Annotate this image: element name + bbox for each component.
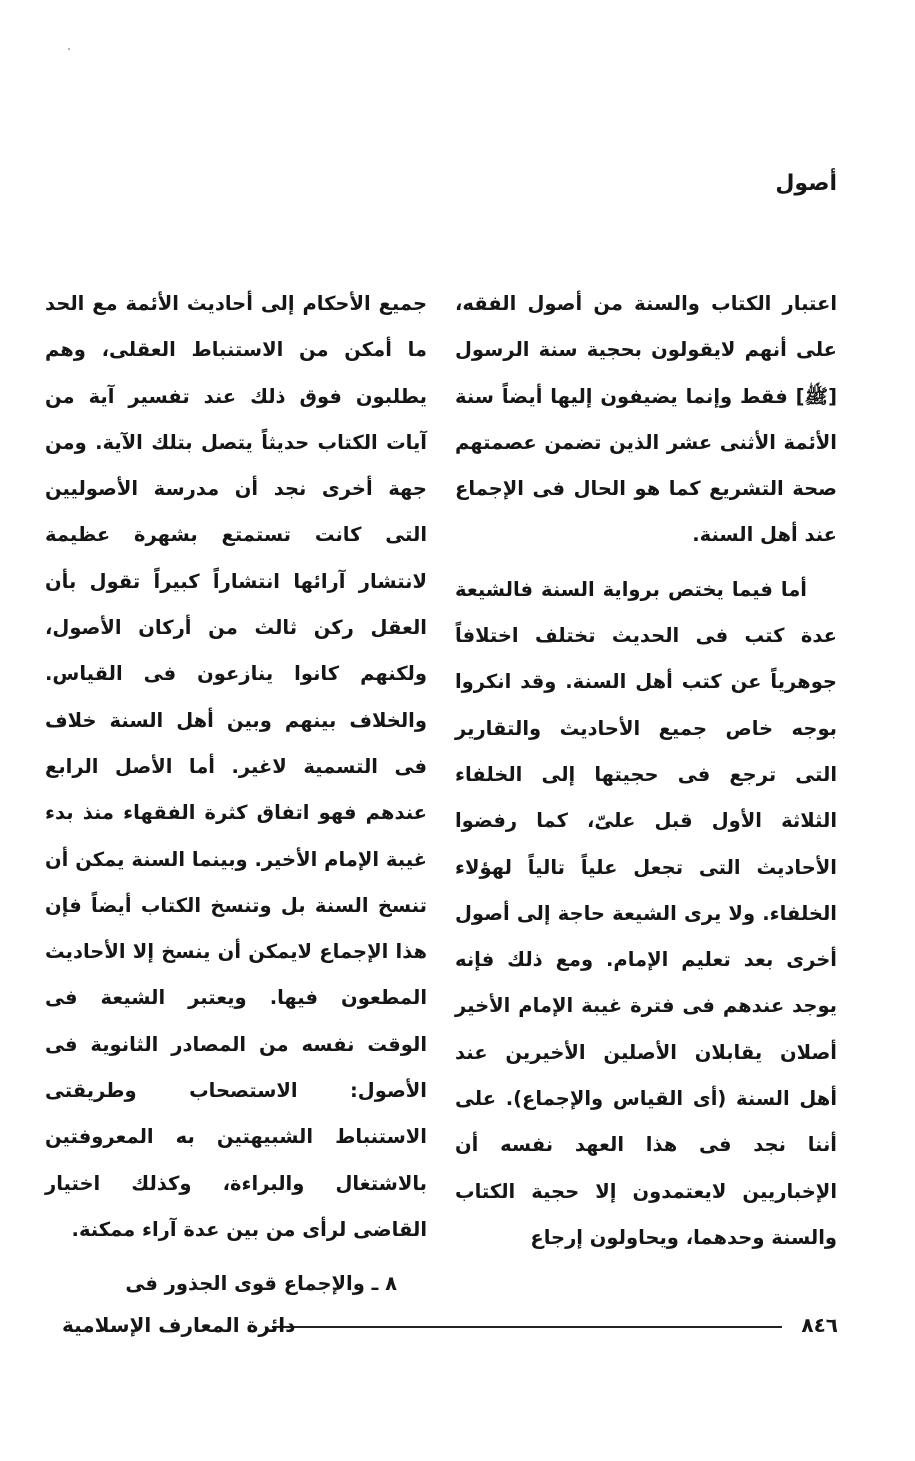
scan-speck <box>68 48 70 50</box>
paragraph: أما فيما يختص برواية السنة فالشيعة عدة كتب فى الحديث تختلف اختلافاً جوهرياً عن كتب أهل السنة. وقد انكروا بوجه خاص جميع الأحاديث والتقارير التى ترجع فى حجيتها إلى الخلفاء الثلاثة الأول قبل علىّ، كما رفضوا الأحاديث التى تجعل علياً تالياً لهؤلاء الخلفاء. ولا يرى الشيعة حاجة إلى أصول أخرى بعد تعليم الإمام. ومع ذلك فإنه يوجد عندهم فى فترة غيبة الإمام الأخير أصلان يقابلان الأصلين الأخيرين عند أهل السنة (أى القياس والإجماع). على أننا نجد فى هذا العهد نفسه أن الإخباريين لايعتمدون إلا حجية الكتاب والسنة وحدهما، ويحاولون إرجاع <box>455 577 837 1249</box>
text-column-right <box>455 281 837 1261</box>
paragraph: ٨ ـ والإجماع قوى الجذور فى <box>125 1272 397 1296</box>
page-number: ٨٤٦ <box>801 1313 838 1337</box>
page-footer <box>0 1307 915 1347</box>
paragraph: اعتبار الكتاب والسنة من أصول الفقه، على أنهم لايقولون بحجية سنة الرسول [ﷺ] فقط وإنما يضيفون إليها أيضاً سنة الأئمة الأثنى عشر الذين تضمن عصمتهم صحة التشريع كما هو الحال فى الإجماع عند أهل السنة. <box>455 292 837 547</box>
footer-divider <box>272 1326 782 1328</box>
text-column-left <box>45 281 427 1308</box>
publication-title: دائرة المعارف الإسلامية <box>62 1313 296 1337</box>
paragraph: جميع الأحكام إلى أحاديث الأئمة مع الحد ما أمكن من الاستنباط العقلى، وهم يطلبون فوق ذلك عند تفسير آية من آيات الكتاب حديثاً يتصل بتلك الآية. ومن جهة أخرى نجد أن مدرسة الأصوليين التى كانت تستمتع بشهرة عظيمة لانتشار آرائها انتشاراً كبيراً تقول بأن العقل ركن ثالث من أركان الأصول، ولكنهم كانوا ينازعون فى القياس. والخلاف بينهم وبين أهل السنة خلاف فى التسمية لاغير. أما الأصل الرابع عندهم فهو اتفاق كثرة الفقهاء منذ بدء غيبة الإمام الأخير. وبينما السنة يمكن أن تنسخ السنة بل وتنسخ الكتاب أيضاً فإن هذا الإجماع لايمكن أن ينسخ إلا الأحاديث المطعون فيها. ويعتبر الشيعة فى الوقت نفسه من المصادر الثانوية فى الأصول: الاستصحاب وطريقتى الاستنباط الشبيهتين به المعروفتين بالاشتغال والبراءة، وكذلك اختيار القاضى لرأى من بين عدة آراء ممكنة. <box>45 292 427 1241</box>
running-header: أصول <box>775 171 837 196</box>
